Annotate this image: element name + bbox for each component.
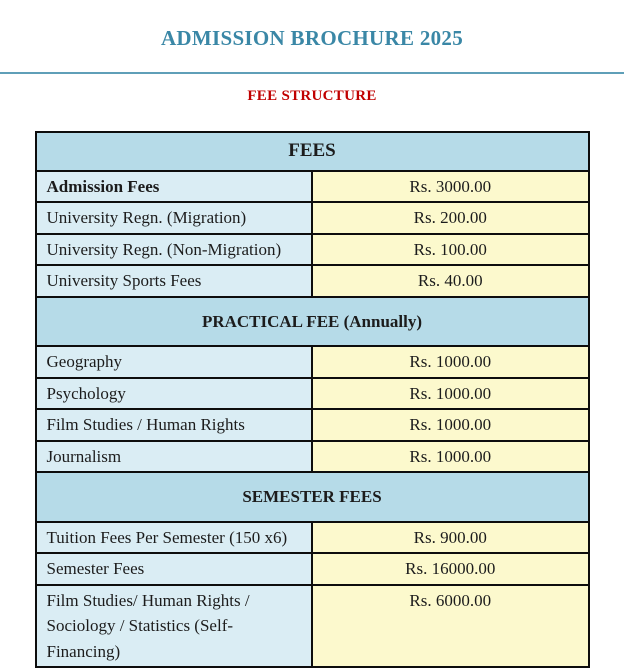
fee-row	[36, 553, 589, 585]
fee-value-cell: Rs. 900.00	[312, 522, 589, 554]
fee-label-cell: Tuition Fees Per Semester (150 x6)	[36, 522, 313, 554]
fee-label-cell: University Regn. (Migration)	[36, 202, 313, 234]
fee-value-cell: Rs. 40.00	[312, 265, 589, 297]
fee-label-cell: Journalism	[36, 441, 313, 473]
fee-row	[36, 441, 589, 473]
fee-label-cell: Geography	[36, 346, 313, 378]
section-header: PRACTICAL FEE (Annually)	[36, 297, 589, 347]
fee-label-cell: Film Studies / Human Rights	[36, 409, 313, 441]
fee-value-cell: Rs. 16000.00	[312, 553, 589, 585]
fee-label-cell: University Sports Fees	[36, 265, 313, 297]
fee-row	[36, 346, 589, 378]
fee-table	[35, 131, 590, 668]
fee-value-cell: Rs. 1000.00	[312, 378, 589, 410]
fee-value-cell: Rs. 100.00	[312, 234, 589, 266]
fee-value-cell: Rs. 6000.00	[312, 585, 589, 668]
fee-row	[36, 202, 589, 234]
section-header: SEMESTER FEES	[36, 472, 589, 522]
fee-value-cell: Rs. 1000.00	[312, 441, 589, 473]
fee-row	[36, 378, 589, 410]
fee-value-cell: Rs. 1000.00	[312, 346, 589, 378]
table-title: FEES	[36, 132, 589, 171]
fee-value-cell: Rs. 3000.00	[312, 171, 589, 203]
fee-label-cell: Film Studies/ Human Rights / Sociology / Statistics (Self- Financing)	[36, 585, 313, 668]
fee-table-body	[36, 132, 589, 667]
fee-label-cell: University Regn. (Non-Migration)	[36, 234, 313, 266]
fee-row	[36, 234, 589, 266]
fee-row	[36, 522, 589, 554]
fee-label-cell: Semester Fees	[36, 553, 313, 585]
section-header-row	[36, 297, 589, 347]
fee-row	[36, 409, 589, 441]
page-title: ADMISSION BROCHURE 2025	[160, 26, 464, 50]
fee-value-cell: Rs. 1000.00	[312, 409, 589, 441]
table-title-row	[36, 132, 589, 171]
fee-value-cell: Rs. 200.00	[312, 202, 589, 234]
section-header-row	[36, 472, 589, 522]
fee-structure-heading: FEE STRUCTURE	[247, 88, 377, 104]
fee-row	[36, 171, 589, 203]
fee-row	[36, 265, 589, 297]
divider-rule	[0, 72, 624, 74]
fee-label-cell: Admission Fees	[36, 171, 313, 203]
fee-label-cell: Psychology	[36, 378, 313, 410]
fee-row	[36, 585, 589, 668]
